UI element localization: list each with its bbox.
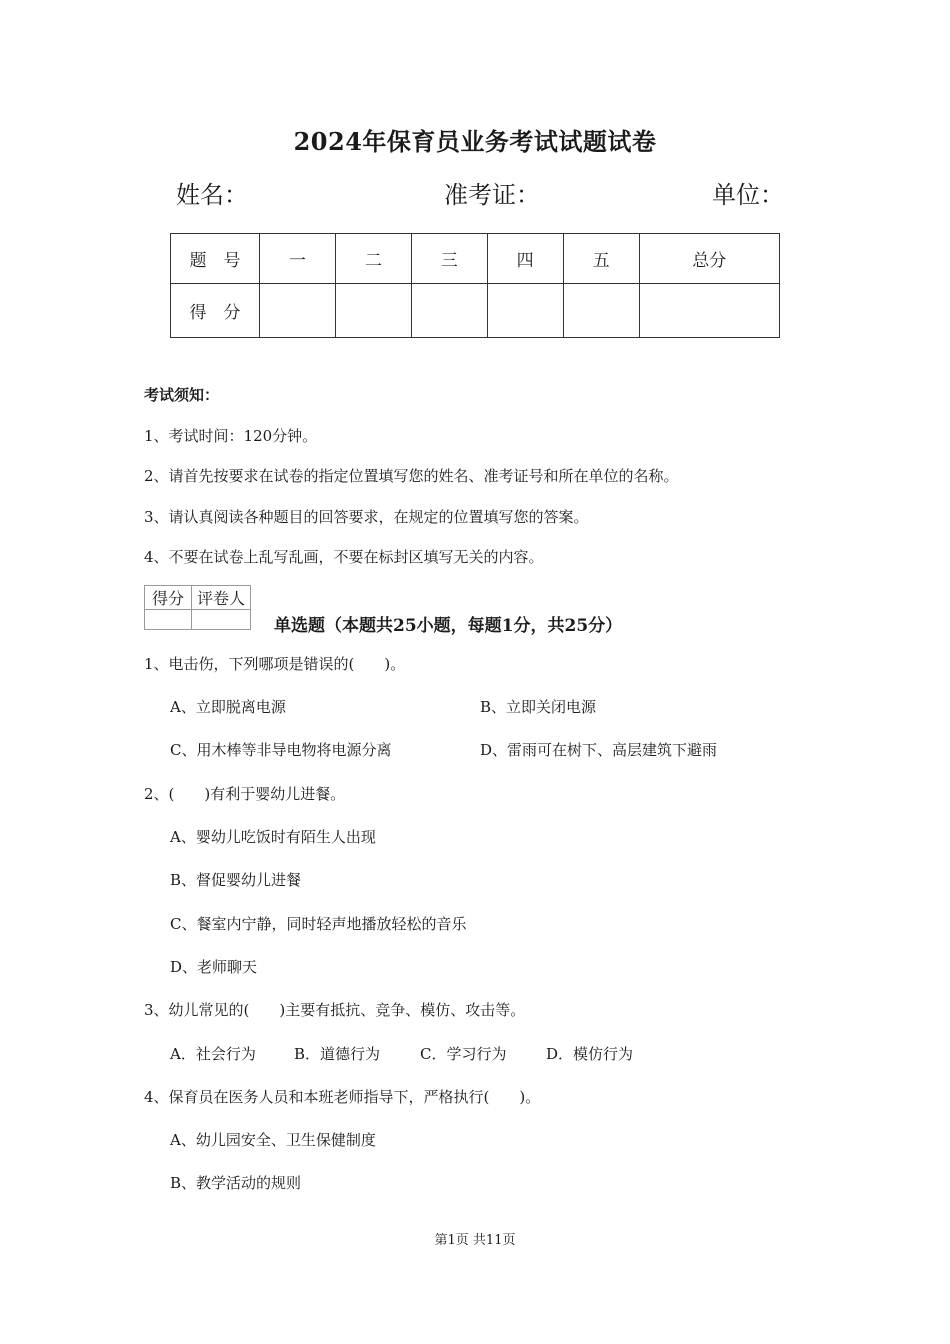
header-cell-4: 四 [487,234,563,284]
option-b: B、立即关闭电源 [480,698,597,716]
header-cell-total: 总分 [639,234,779,284]
score-cell [411,284,487,338]
option-d: D．模仿行为 [546,1045,634,1063]
option-a: A．社会行为 [170,1045,256,1063]
score-cell [639,284,779,338]
option-c: C．学习行为 [420,1045,507,1063]
score-cell [487,284,563,338]
notice-item: 1、考试时间：120分钟。 [144,427,318,445]
page-footer: 第1页 共11页 [434,1233,516,1248]
score-table-score-row [171,284,780,338]
score-cell [335,284,411,338]
grader-score-label: 得分 [145,586,192,610]
grader-box [144,585,251,630]
option-d: D、老师聊天 [170,958,258,976]
option-b: B、教学活动的规则 [170,1174,302,1192]
grader-score-cell [145,610,192,630]
notice-heading: 考试须知： [144,386,220,404]
option-c: C、餐室内宁静，同时轻声地播放轻松的音乐 [170,915,467,933]
header-cell-2: 二 [335,234,411,284]
exam-number-field-label: 准考证： [444,181,540,209]
option-a: A、婴幼儿吃饭时有陌生人出现 [170,828,376,846]
option-a: A、幼儿园安全、卫生保健制度 [170,1131,376,1149]
page-title: 2024年保育员业务考试试题试卷 [293,127,657,156]
question-stem: 3、幼儿常见的( )主要有抵抗、竞争、模仿、攻击等。 [144,1001,526,1019]
header-cell-3: 三 [411,234,487,284]
section-title: 单选题（本题共25小题，每题1分，共25分） [274,616,623,636]
score-cell [260,284,336,338]
option-c: C、用木棒等非导电物将电源分离 [170,741,392,759]
option-a: A、立即脱离电源 [170,698,286,716]
question-stem: 2、( )有利于婴幼儿进餐。 [144,785,346,803]
grader-name-cell [192,610,251,630]
header-cell-question-no: 题 号 [171,234,260,284]
grader-name-label: 评卷人 [192,586,251,610]
name-field-label: 姓名： [176,181,248,209]
question-stem: 1、电击伤，下列哪项是错误的( )。 [144,655,406,673]
notice-item: 3、请认真阅读各种题目的回答要求，在规定的位置填写您的答案。 [144,508,589,526]
option-b: B．道德行为 [294,1045,381,1063]
option-b: B、督促婴幼儿进餐 [170,871,302,889]
notice-item: 4、不要在试卷上乱写乱画，不要在标封区填写无关的内容。 [144,548,544,566]
score-table [170,233,780,338]
notice-item: 2、请首先按要求在试卷的指定位置填写您的姓名、准考证号和所在单位的名称。 [144,467,679,485]
score-table-header-row [171,234,780,284]
header-cell-5: 五 [563,234,639,284]
score-cell [563,284,639,338]
question-stem: 4、保育员在医务人员和本班老师指导下，严格执行( )。 [144,1088,541,1106]
unit-field-label: 单位： [712,181,784,209]
header-cell-1: 一 [260,234,336,284]
score-row-label: 得 分 [171,284,260,338]
option-d: D、雷雨可在树下、高层建筑下避雨 [480,741,718,759]
